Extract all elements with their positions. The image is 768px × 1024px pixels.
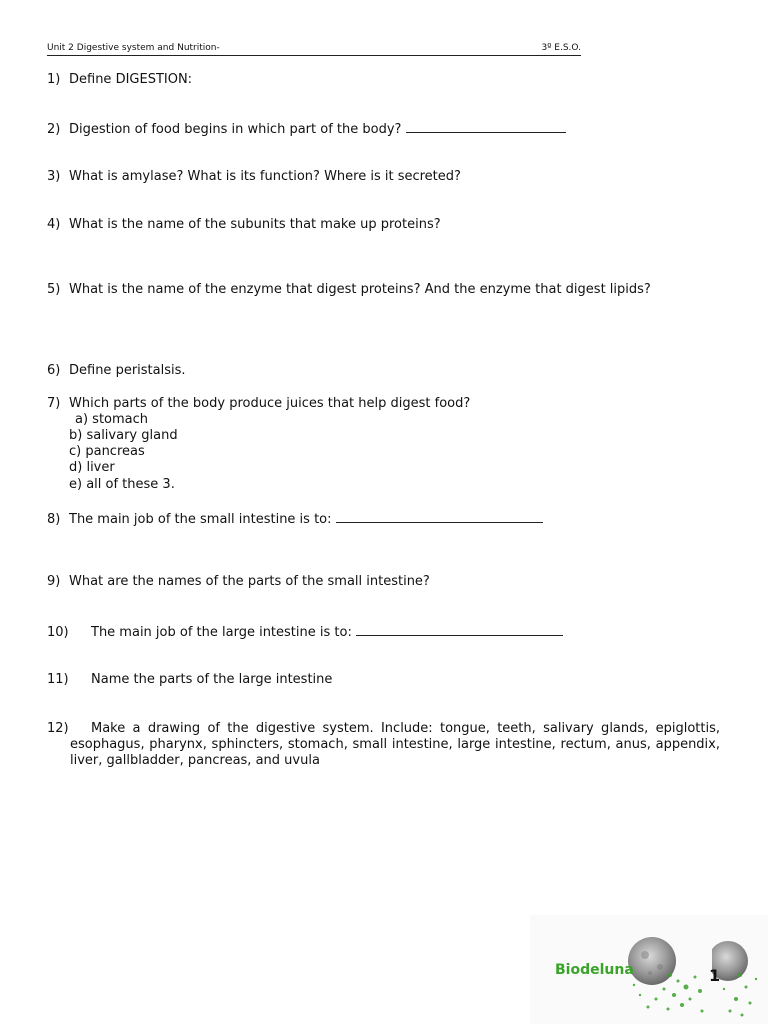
question-8: 8) The main job of the small intestine is to: [47,510,543,528]
option-a: a) stomach [75,412,149,427]
question-6: 6) Define peristalsis. [47,363,186,378]
answer-blank[interactable] [336,510,543,523]
answer-blank[interactable] [406,120,566,133]
question-11: 11) Name the parts of the large intestine [47,672,333,687]
question-5: 5) What is the name of the enzyme that digest proteins? And the enzyme that digest lipids? [47,282,651,297]
question-4: 4) What is the name of the subunits that make up proteins? [47,217,441,232]
question-7: 7) Which parts of the body produce juices that help digest food? [47,396,471,411]
question-12: 12) Make a drawing of the digestive system. Include: tongue, teeth, salivary glands, epiglottis, esophagus, pharynx, sphincters, stomach, small intestine, large intestine, rectum, anus, appendix, liver, gallbladder, pancreas, and uvula [47,721,720,768]
page-number: 1 [709,966,721,985]
option-c: c) pancreas [69,444,145,459]
question-9: 9) What are the names of the parts of the small intestine? [47,574,430,589]
question-2: 2) Digestion of food begins in which part of the body? [47,120,566,138]
option-b: b) salivary gland [69,428,178,443]
moon-icon [628,937,676,985]
question-3: 3) What is amylase? What is its function? Where is it secreted? [47,169,461,184]
page-header [47,43,581,56]
question-10: 10) The main job of the large intestine is to: [47,623,563,641]
question-1: 1) Define DIGESTION: [47,72,193,87]
option-d: d) liver [69,460,115,475]
logo-text: Biodeluna [555,962,634,978]
answer-blank[interactable] [356,623,563,636]
header-course: 3º E.S.O. [541,43,581,53]
header-unit-title: Unit 2 Digestive system and Nutrition- [47,43,220,53]
option-e: e) all of these 3. [69,477,175,492]
